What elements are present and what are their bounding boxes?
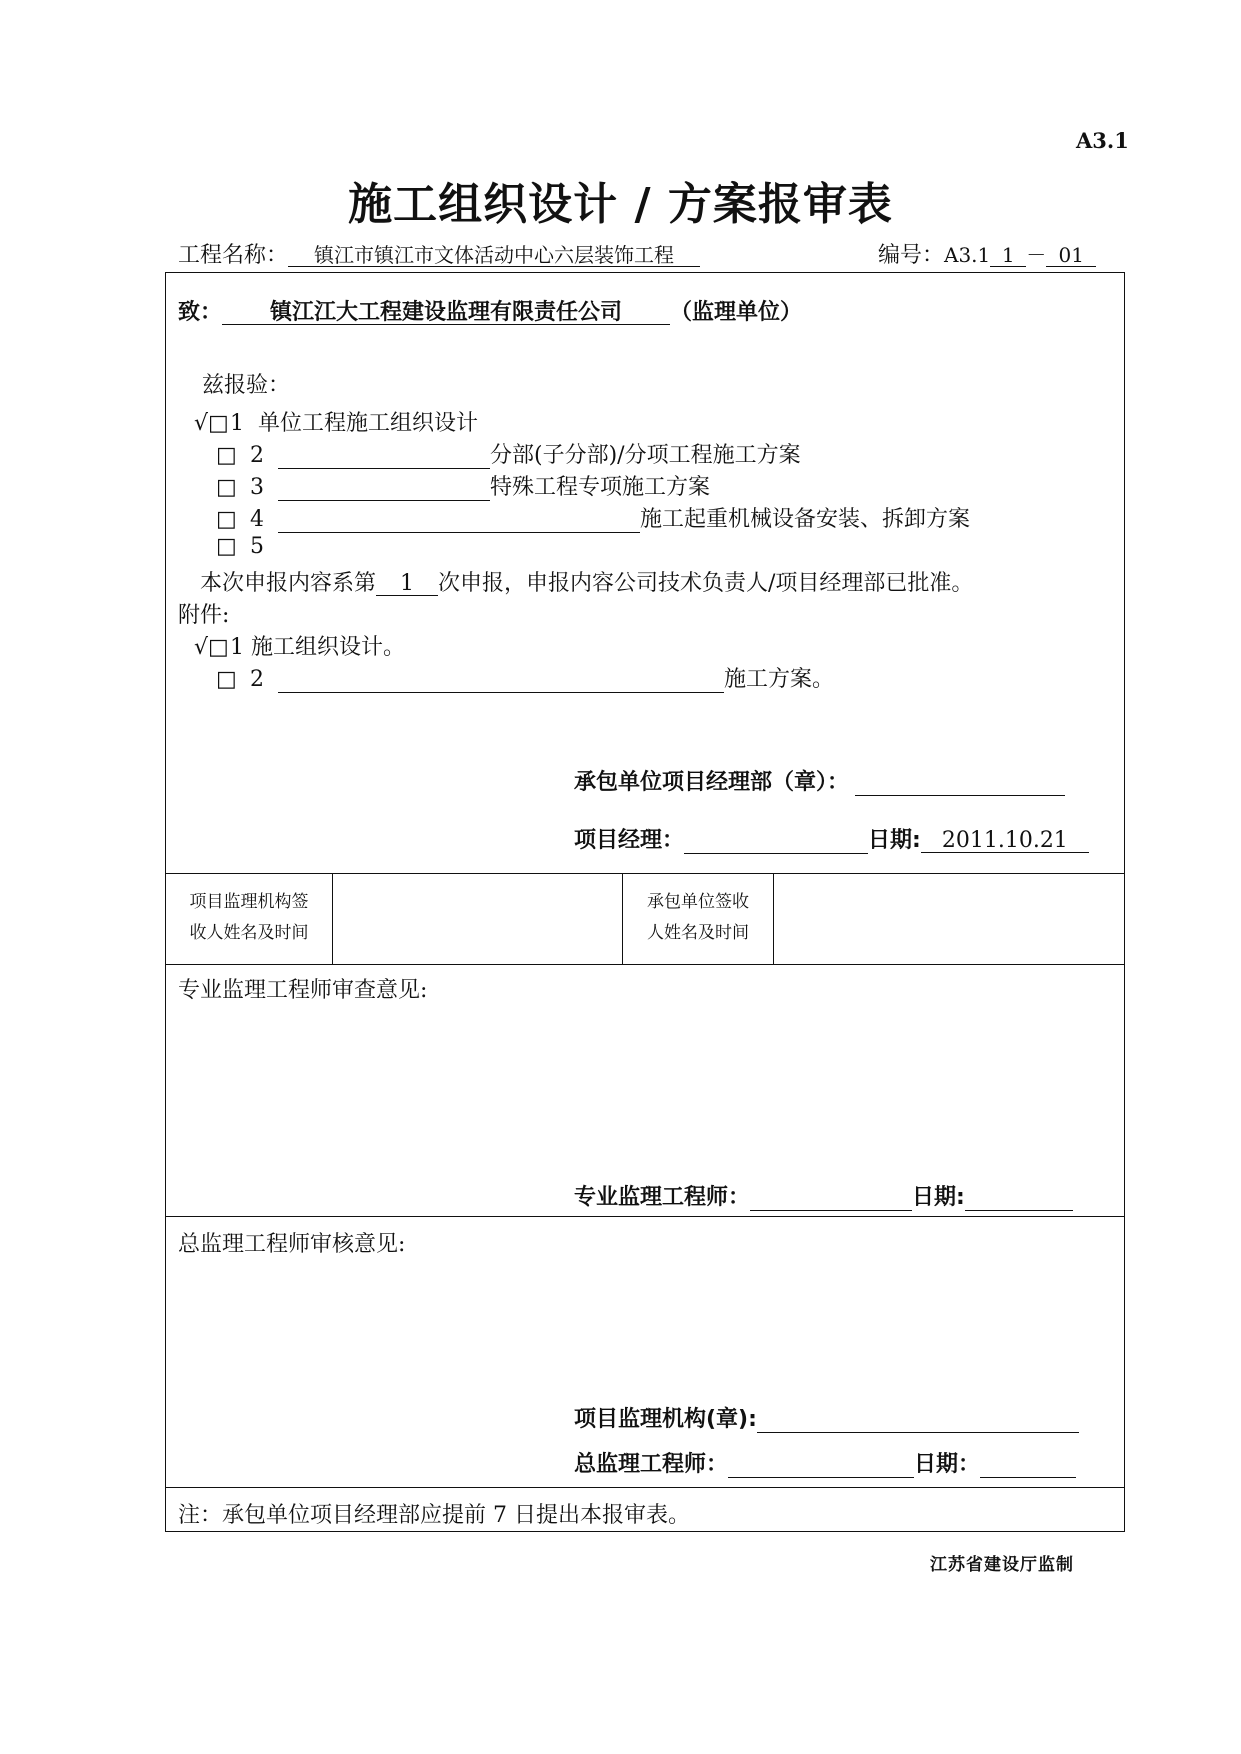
submit-label: 兹报验： xyxy=(202,373,291,398)
contractor-sign-label xyxy=(623,887,773,949)
blank-field[interactable] xyxy=(278,446,490,469)
project-name-row xyxy=(178,238,700,269)
report-sentence xyxy=(200,566,973,597)
attachments-label: 附件: xyxy=(178,603,230,628)
footnote: 注：承包单位项目经理部应提前 7 日提出本报审表。 xyxy=(178,1503,690,1528)
chief-sign-label: 总监理工程师： xyxy=(574,1452,729,1477)
contractor-dept-label: 承包单位项目经理部（章）： xyxy=(574,770,850,795)
supervisor-company: 镇江江大工程建设监理有限责任公司 xyxy=(222,301,670,325)
project-label: 工程名称： xyxy=(178,243,289,268)
contractor-date-label: 日期: xyxy=(868,828,921,853)
blank-field[interactable] xyxy=(278,478,490,501)
contractor-sign-label-line: 人姓名及时间 xyxy=(647,923,749,943)
chief-date-field[interactable] xyxy=(980,1455,1076,1478)
number-part2: 01 xyxy=(1046,245,1096,267)
divider xyxy=(165,1487,1125,1488)
engineer-sign-row xyxy=(574,1180,1073,1211)
form-code: A3.1 xyxy=(1076,128,1129,153)
item-num: 5 xyxy=(250,534,264,559)
recipient-row xyxy=(178,295,802,326)
chief-sign-row xyxy=(574,1447,1076,1478)
checkbox[interactable]: □ xyxy=(216,475,237,500)
item-text: 特殊工程专项施工方案 xyxy=(490,475,711,500)
cell-divider xyxy=(332,873,333,964)
contractor-dept-field[interactable] xyxy=(855,773,1065,796)
item-4 xyxy=(216,502,970,533)
supervisor-org-label: 项目监理机构(章): xyxy=(574,1407,757,1432)
supervisor-sign-label-line: 收人姓名及时间 xyxy=(189,923,309,943)
item-num: 4 xyxy=(250,507,264,532)
checkbox-checked[interactable]: √□ xyxy=(194,635,229,660)
contractor-date-value: 2011.10.21 xyxy=(921,829,1089,853)
issuing-agency: 江苏省建设厅监制 xyxy=(930,1555,1074,1575)
supervisor-sign-label-line: 项目监理机构签 xyxy=(189,892,309,912)
attachment-2 xyxy=(216,662,834,693)
item-3 xyxy=(216,470,710,501)
item-1 xyxy=(194,406,478,437)
item-num: 1 xyxy=(230,411,244,436)
chief-date-label: 日期： xyxy=(914,1452,981,1477)
contractor-sign-field[interactable] xyxy=(775,875,1123,963)
blank-field[interactable] xyxy=(278,510,640,533)
item-num: 2 xyxy=(250,667,264,692)
project-manager-label: 项目经理： xyxy=(574,828,685,853)
report-prefix: 本次申报内容系第 xyxy=(200,571,377,596)
number-part1: 1 xyxy=(990,245,1026,267)
supervisor-org-field[interactable] xyxy=(757,1410,1079,1433)
number-label: 编号： xyxy=(878,243,945,268)
engineer-date-label: 日期: xyxy=(912,1185,965,1210)
item-text: 分部(子分部)/分项工程施工方案 xyxy=(490,443,801,468)
attachment-1 xyxy=(194,630,405,661)
supervisor-org-row xyxy=(574,1402,1079,1433)
item-num: 2 xyxy=(250,443,264,468)
blank-field[interactable] xyxy=(278,670,724,693)
item-5 xyxy=(216,534,264,559)
checkbox[interactable]: □ xyxy=(216,534,237,559)
attachment-text: 1 施工组织设计。 xyxy=(230,635,405,660)
page-title: 施工组织设计 / 方案报审表 xyxy=(348,179,893,230)
cell-divider xyxy=(773,873,774,964)
divider xyxy=(165,964,1125,965)
divider xyxy=(165,1216,1125,1217)
report-suffix: 次申报，申报内容公司技术负责人/项目经理部已批准。 xyxy=(438,571,974,596)
chief-review-label: 总监理工程师审核意见: xyxy=(178,1232,406,1257)
to-label: 致： xyxy=(178,300,223,325)
checkbox[interactable]: □ xyxy=(216,507,237,532)
report-count: 1 xyxy=(376,572,438,596)
contractor-dept-row xyxy=(574,765,1065,796)
divider xyxy=(165,873,1125,874)
number-dash: － xyxy=(1026,243,1047,267)
supervisor-sign-field[interactable] xyxy=(334,875,621,963)
project-manager-field[interactable] xyxy=(684,831,868,854)
engineer-date-field[interactable] xyxy=(965,1188,1073,1211)
chief-sign-field[interactable] xyxy=(728,1455,914,1478)
engineer-review-label: 专业监理工程师审查意见: xyxy=(178,978,428,1003)
to-suffix: （监理单位） xyxy=(670,300,803,325)
engineer-review-field[interactable] xyxy=(178,1006,1108,1166)
item-text: 单位工程施工组织设计 xyxy=(258,411,479,436)
attachment-text: 施工方案。 xyxy=(724,667,835,692)
document-number-row xyxy=(878,238,1096,269)
item-num: 3 xyxy=(250,475,264,500)
contractor-sign-label-line: 承包单位签收 xyxy=(647,892,749,912)
project-manager-row xyxy=(574,823,1089,854)
project-name-value: 镇江市镇江市文体活动中心六层装饰工程 xyxy=(288,245,700,267)
checkbox-checked[interactable]: √□ xyxy=(194,411,229,436)
supervisor-sign-label xyxy=(166,887,332,949)
item-text: 施工起重机械设备安装、拆卸方案 xyxy=(640,507,971,532)
item-2 xyxy=(216,438,801,469)
checkbox[interactable]: □ xyxy=(216,443,237,468)
checkbox[interactable]: □ xyxy=(216,667,237,692)
engineer-sign-field[interactable] xyxy=(750,1188,912,1211)
number-prefix: A3.1 xyxy=(944,243,991,267)
chief-review-field[interactable] xyxy=(178,1260,1108,1390)
engineer-sign-label: 专业监理工程师： xyxy=(574,1185,751,1210)
